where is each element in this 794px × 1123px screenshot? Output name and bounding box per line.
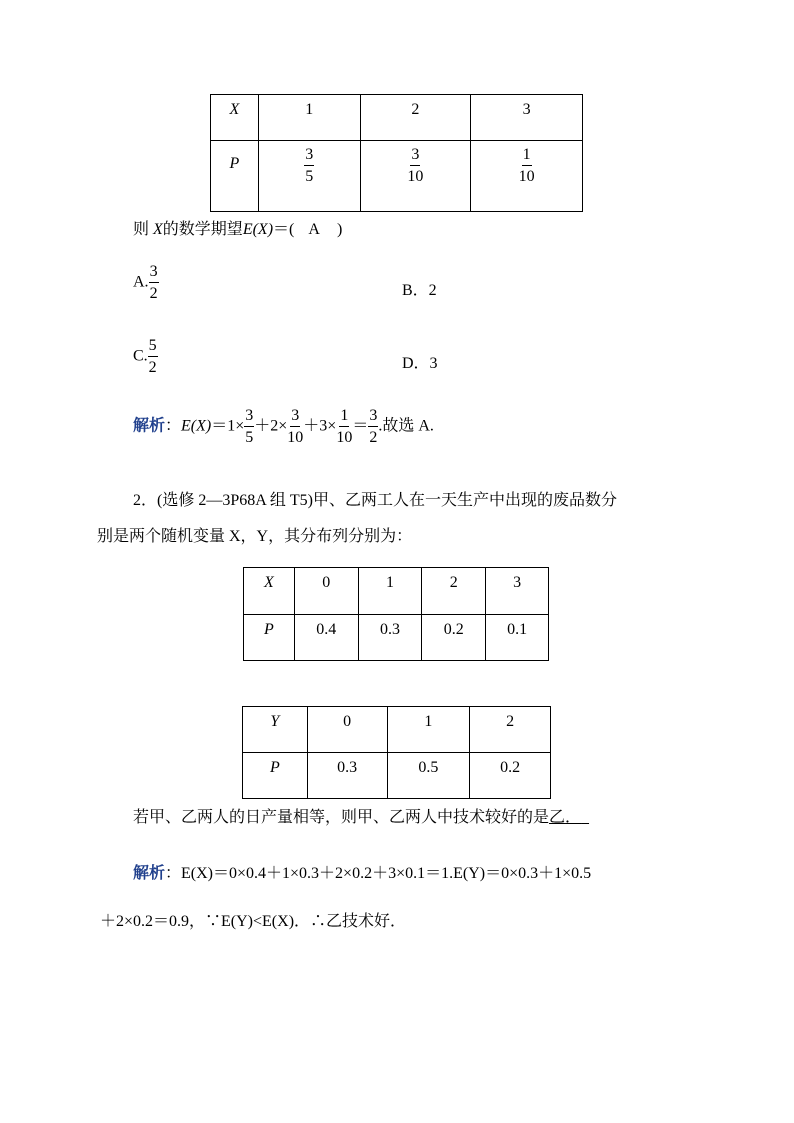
tabley-header-0: 0 — [307, 707, 387, 753]
distribution-table-y — [242, 706, 551, 799]
tabley-prob-0: 0.3 — [307, 753, 387, 799]
tablex-header-3: 3 — [486, 568, 549, 615]
table1-header-3: 3 — [471, 95, 583, 141]
q2-stem-line1: 2．(选修 2—3P68A 组 T5)甲、乙两工人在一天生产中出现的废品数分 — [133, 492, 618, 509]
q1-answer: A — [308, 221, 320, 238]
q1-solution: 解析：E(X)＝1× $\frac{3}{5}$ ＋2× $\frac{3}{10}$ ＋3× $\frac{1}{10}$ ＝ $\frac{3}{2}$ .故选 A. — [133, 407, 434, 446]
distribution-table-x — [243, 567, 549, 661]
tabley-header-2: 2 — [470, 707, 551, 753]
table1-p-label: P — [211, 141, 259, 212]
q2-solution-line1: 解析：E(X)＝0×0.4＋1×0.3＋2×0.2＋3×0.1＝1.E(Y)＝0×0.3＋1×0.5 — [133, 865, 592, 882]
table1-prob-1: $\frac{3}{5}$ — [258, 141, 360, 212]
tablex-prob-2: 0.2 — [422, 615, 486, 661]
solution-label: 解析 — [133, 417, 166, 435]
table1-header-2: 2 — [360, 95, 471, 141]
tabley-prob-1: 0.5 — [387, 753, 470, 799]
tabley-header-y: Y — [243, 707, 308, 753]
tablex-prob-1: 0.3 — [358, 615, 422, 661]
table1-header-1: 1 — [258, 95, 360, 141]
option-b: B．2 — [402, 282, 437, 299]
q2-stem-line2: 别是两个随机变量 X，Y，其分布列分别为： — [97, 528, 413, 545]
tablex-header-1: 1 — [358, 568, 422, 615]
tablex-prob-0: 0.4 — [294, 615, 358, 661]
distribution-table-1 — [210, 94, 583, 212]
solution-label-2: 解析 — [133, 865, 166, 882]
tabley-header-1: 1 — [387, 707, 470, 753]
q2-question: 若甲、乙两人的日产量相等，则甲、乙两人中技术较好的是乙． — [133, 804, 589, 827]
q2-solution-line2: ＋2×0.2＝0.9，∵E(Y)<E(X)．∴乙技术好． — [100, 913, 407, 930]
option-d: D．3 — [402, 355, 438, 372]
table1-prob-3: $\frac{1}{10}$ — [471, 141, 583, 212]
option-a: A. $\frac{3}{2}$ — [133, 263, 158, 302]
table1-header-x: X — [211, 95, 259, 141]
tablex-prob-3: 0.1 — [486, 615, 549, 661]
tablex-p-label: P — [244, 615, 295, 661]
tablex-header-0: 0 — [294, 568, 358, 615]
tablex-header-2: 2 — [422, 568, 486, 615]
tabley-prob-2: 0.2 — [470, 753, 551, 799]
table1-prob-2: $\frac{3}{10}$ — [360, 141, 471, 212]
q1-stem: 则 X的数学期望E(X)＝( A ) — [133, 221, 343, 238]
q2-answer-blank: 乙． — [549, 809, 582, 826]
tabley-p-label: P — [243, 753, 308, 799]
option-c: C. $\frac{5}{2}$ — [133, 337, 157, 376]
tablex-header-x: X — [244, 568, 295, 615]
